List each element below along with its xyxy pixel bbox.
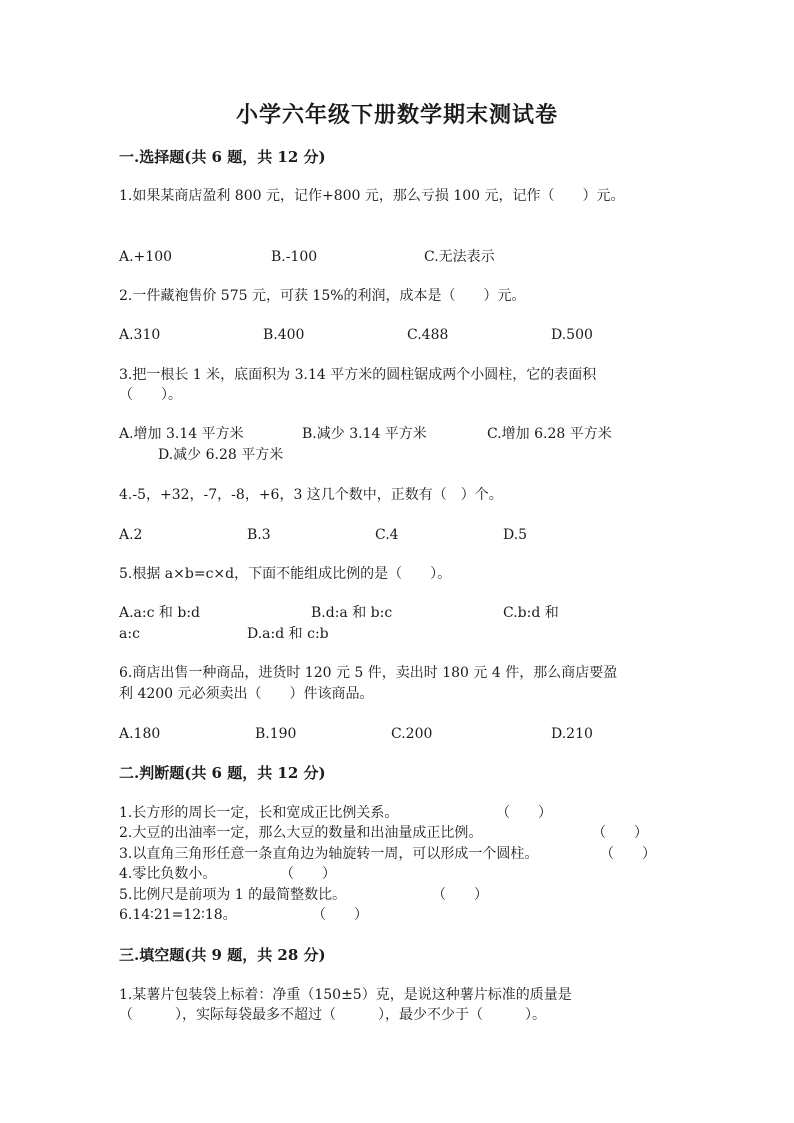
judge-item: 5.比例尺是前项为 1 的最简整数比。 (119, 887, 347, 903)
option-b: B.400 (263, 327, 305, 343)
option-c-continued: a:c (119, 626, 140, 642)
judge-blank: （ ） (600, 846, 656, 862)
question-text: （ ），实际每袋最多不超过（ ），最少不少于（ ）。 (119, 1007, 546, 1023)
option-a: A.增加 3.14 平方米 (119, 426, 244, 442)
option-a: A.180 (119, 726, 161, 742)
question-text: 6.商店出售一种商品，进货时 120 元 5 件，卖出时 180 元 4 件，那么商店要盈 (119, 665, 618, 681)
question-text: 4.-5，+32，-7，-8，+6，3 这几个数中，正数有（ ）个。 (119, 487, 503, 503)
judge-item: 4.零比负数小。 (119, 866, 217, 882)
judge-item: 2.大豆的出油率一定，那么大豆的数量和出油量成正比例。 (119, 825, 483, 841)
option-d: D.5 (503, 527, 528, 543)
section-heading-judge: 二.判断题(共 6 题，共 12 分) (119, 764, 326, 782)
question-text: 1.某薯片包装袋上标着：净重（150±5）克，是说这种薯片标准的质量是 (119, 987, 572, 1003)
option-b: B.减少 3.14 平方米 (302, 426, 427, 442)
option-d: D.减少 6.28 平方米 (158, 447, 284, 463)
page-title: 小学六年级下册数学期末测试卷 (235, 102, 558, 128)
judge-item: 3.以直角三角形任意一条直角边为轴旋转一周，可以形成一个圆柱。 (119, 846, 539, 862)
judge-blank: （ ） (312, 907, 368, 923)
option-b: B.3 (247, 527, 271, 543)
option-a: A.310 (119, 327, 161, 343)
option-a: A.2 (119, 527, 143, 543)
judge-item: 1.长方形的周长一定，长和宽成正比例关系。 (119, 805, 399, 821)
section-heading-choice: 一.选择题(共 6 题，共 12 分) (119, 148, 326, 166)
option-a: A.+100 (119, 249, 173, 265)
option-d: D.210 (551, 726, 593, 742)
judge-item: 6.14∶21=12∶18。 (119, 907, 237, 923)
question-text: 2.一件藏袍售价 575 元，可获 15%的利润，成本是（ ）元。 (119, 288, 526, 304)
judge-blank: （ ） (592, 825, 648, 841)
option-c: C.488 (407, 327, 449, 343)
judge-blank: （ ） (496, 805, 552, 821)
question-text: 5.根据 a×b=c×d，下面不能组成比例的是（ ）。 (119, 566, 452, 582)
option-c: C.200 (391, 726, 433, 742)
option-c: C.无法表示 (424, 249, 495, 265)
judge-blank: （ ） (280, 866, 336, 882)
option-d: D.a:d 和 c:b (247, 626, 329, 642)
option-b: B.190 (255, 726, 297, 742)
question-text: （ ）。 (119, 387, 182, 403)
question-text: 3.把一根长 1 米，底面积为 3.14 平方米的圆柱锯成两个小圆柱，它的表面积 (119, 367, 597, 383)
option-b: B.-100 (271, 249, 318, 265)
option-c: C.b:d 和 (503, 605, 559, 621)
option-c: C.4 (375, 527, 399, 543)
question-text: 利 4200 元必须卖出（ ）件该商品。 (119, 686, 374, 702)
option-a: A.a:c 和 b:d (119, 605, 201, 621)
option-c: C.增加 6.28 平方米 (487, 426, 612, 442)
judge-blank: （ ） (432, 887, 488, 903)
section-heading-fill: 三.填空题(共 9 题，共 28 分) (119, 946, 326, 964)
option-b: B.d:a 和 b:c (311, 605, 393, 621)
question-text: 1.如果某商店盈利 800 元，记作+800 元，那么亏损 100 元，记作（ ）元。 (119, 188, 625, 204)
option-d: D.500 (551, 327, 593, 343)
